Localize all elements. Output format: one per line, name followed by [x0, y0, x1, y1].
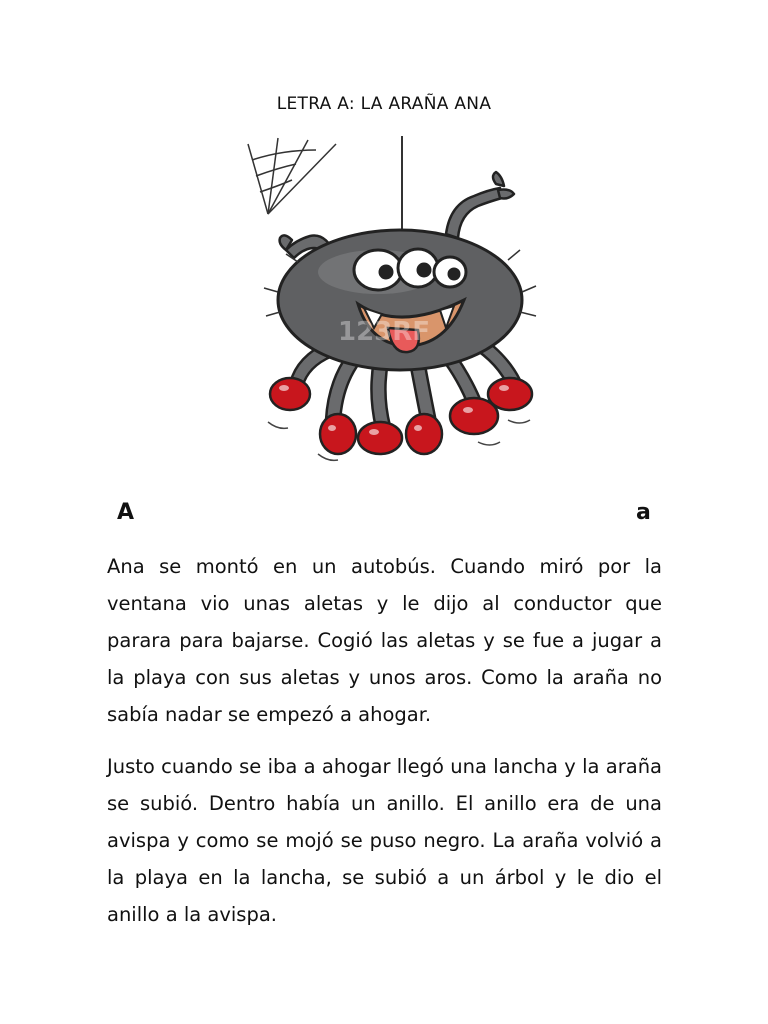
letter-lowercase: a — [636, 500, 651, 525]
page-title: LETRA A: LA ARAÑA ANA — [276, 94, 492, 114]
spider-illustration — [178, 132, 598, 482]
spider-shoes — [270, 378, 532, 454]
illustration-watermark: 123RF — [338, 317, 431, 347]
story-paragraph-2: Justo cuando se iba a ahogar llegó una lancha y la araña se subió. Dentro había un anillo. El anillo era de una avispa y como se mojó se puso negro. La araña volvió a la playa en la lancha, se subió a un árbol y le dio el anillo a la avispa. — [107, 755, 662, 926]
story-paragraph-1: Ana se montó en un autobús. Cuando miró por la ventana vio unas aletas y le dijo al conductor que parara para bajarse. Cogió las aletas y se fue a jugar a la playa con sus aletas y unos aros. Como la araña no sabía nadar se empezó a ahogar. — [107, 555, 662, 726]
spider-web — [248, 138, 336, 214]
letter-uppercase: A — [117, 500, 135, 525]
